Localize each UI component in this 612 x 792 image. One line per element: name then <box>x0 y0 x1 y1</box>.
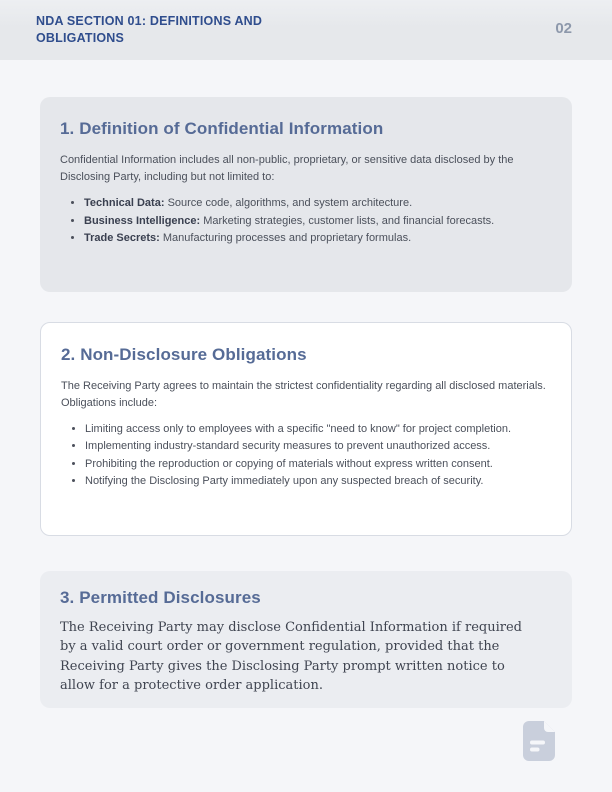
section-non-disclosure-obligations <box>40 322 572 536</box>
document-content <box>40 97 572 708</box>
bullet-text: Limiting access only to employees with a specific "need to know" for project completion. <box>85 422 512 435</box>
bullet-text: Source code, algorithms, and system architecture. <box>167 197 413 209</box>
page-header <box>0 0 612 60</box>
bullet-text: Implementing industry-standard security measures to prevent unauthorized access. <box>85 440 491 452</box>
section-body: The Receiving Party may disclose Confidential Information if required by a valid court order or government regulation, provided that the Receiving Party gives the Disclosing Party prompt written notice to allow for a protective order application. <box>60 619 522 693</box>
section-title: 2. Non-Disclosure Obligations <box>61 344 307 364</box>
header-title: NDA SECTION 01: DEFINITIONS AND OBLIGATIONS <box>36 14 263 45</box>
section-intro: Confidential Information includes all non-public, proprietary, or sensitive data disclosed by the Disclosing Party, including but not limited to: <box>60 154 514 183</box>
bullet-label: Technical Data: <box>84 197 165 209</box>
list-item <box>85 473 551 491</box>
bullet-label: Trade Secrets: <box>84 232 160 244</box>
bullet-text: Marketing strategies, customer lists, and financial forecasts. <box>203 214 495 227</box>
document-icon <box>522 721 558 761</box>
list-item <box>85 456 551 474</box>
section-title: 1. Definition of Confidential Information <box>60 119 384 138</box>
list-item <box>84 213 552 231</box>
list-item <box>85 421 551 439</box>
bullet-text: Manufacturing processes and proprietary formulas. <box>162 232 412 244</box>
page-number: 02 <box>555 20 572 37</box>
bullet-text: Notifying the Disclosing Party immediately upon any suspected breach of security. <box>85 475 484 487</box>
bullet-text: Prohibiting the reproduction or copying of materials without express written consent. <box>85 457 493 470</box>
list-item <box>84 230 552 248</box>
section-intro: The Receiving Party agrees to maintain the strictest confidentiality regarding all disclosed materials. Obligations include: <box>61 379 546 409</box>
section-definition-of-confidential-information <box>40 97 572 292</box>
list-item <box>85 438 551 456</box>
bullet-label: Business Intelligence: <box>84 214 201 227</box>
section-title: 3. Permitted Disclosures <box>60 587 261 607</box>
bullet-list <box>60 195 552 248</box>
section-permitted-disclosures <box>40 571 572 708</box>
bullet-list <box>61 421 551 491</box>
list-item <box>84 195 552 213</box>
